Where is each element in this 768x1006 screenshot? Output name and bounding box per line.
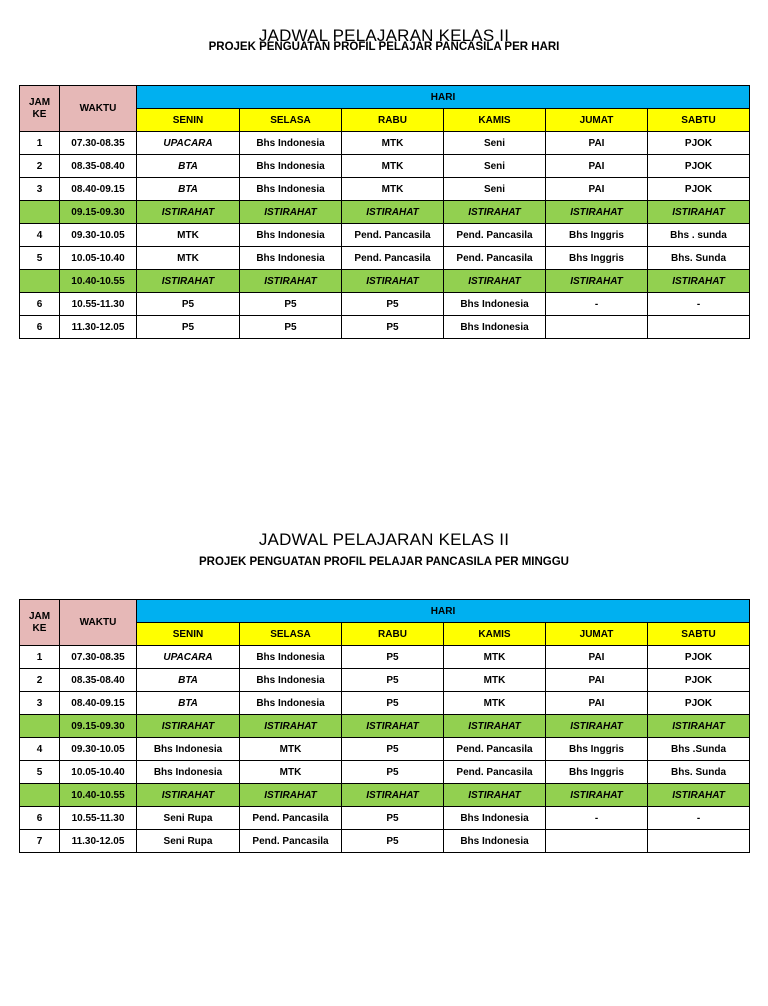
subject-cell: MTK (342, 155, 444, 178)
subject-cell: MTK (240, 761, 342, 784)
day-header-selasa: SELASA (240, 109, 342, 132)
day-header-sabtu: SABTU (648, 623, 750, 646)
jam-ke-header (20, 86, 60, 132)
subject-cell: Bhs Inggris (546, 247, 648, 270)
subject-cell: MTK (342, 178, 444, 201)
waktu-cell: 08.40-09.15 (60, 178, 137, 201)
subject-cell: Bhs Inggris (546, 224, 648, 247)
subject-cell: MTK (137, 247, 240, 270)
jam-cell (20, 270, 60, 293)
subject-cell: PAI (546, 155, 648, 178)
waktu-cell: 09.30-10.05 (60, 224, 137, 247)
subject-cell: ISTIRAHAT (137, 784, 240, 807)
break-row (20, 784, 750, 807)
subject-cell: Pend. Pancasila (342, 224, 444, 247)
subject-cell: PAI (546, 669, 648, 692)
subject-cell: ISTIRAHAT (342, 270, 444, 293)
day-header-kamis: KAMIS (444, 109, 546, 132)
subject-cell: P5 (240, 316, 342, 339)
jam-cell: 6 (20, 807, 60, 830)
subject-cell: MTK (342, 132, 444, 155)
table-row (20, 247, 750, 270)
subject-cell: Bhs Indonesia (444, 807, 546, 830)
subject-cell: ISTIRAHAT (546, 715, 648, 738)
hari-header: HARI (137, 86, 750, 109)
table-row (20, 178, 750, 201)
subject-cell: Bhs. Sunda (648, 761, 750, 784)
waktu-cell: 09.30-10.05 (60, 738, 137, 761)
day-header-selasa: SELASA (240, 623, 342, 646)
jam-cell (20, 715, 60, 738)
jam-ke-label: JAM KE (28, 96, 51, 120)
jam-cell: 1 (20, 132, 60, 155)
page-subtitle: PROJEK PENGUATAN PROFIL PELAJAR PANCASILA PER HARI (208, 41, 560, 53)
subject-cell: MTK (240, 738, 342, 761)
subject-cell: Bhs Indonesia (444, 316, 546, 339)
subject-cell: - (546, 807, 648, 830)
waktu-cell: 08.35-08.40 (60, 155, 137, 178)
jam-cell: 2 (20, 669, 60, 692)
schedule-table (19, 599, 750, 853)
jam-ke-header (20, 600, 60, 646)
subject-cell: Bhs Indonesia (240, 132, 342, 155)
subject-cell: Bhs Indonesia (240, 178, 342, 201)
subject-cell: Seni (444, 132, 546, 155)
table-row (20, 316, 750, 339)
subject-cell: Pend. Pancasila (444, 738, 546, 761)
subject-cell: ISTIRAHAT (342, 784, 444, 807)
subject-cell: PJOK (648, 132, 750, 155)
subject-cell: Bhs Indonesia (240, 692, 342, 715)
day-header-jumat: JUMAT (546, 109, 648, 132)
subject-cell: MTK (137, 224, 240, 247)
waktu-cell: 11.30-12.05 (60, 830, 137, 853)
subject-cell: P5 (342, 293, 444, 316)
waktu-header: WAKTU (60, 600, 137, 646)
hari-header: HARI (137, 600, 750, 623)
subject-cell (546, 316, 648, 339)
subject-cell: ISTIRAHAT (444, 201, 546, 224)
schedule-table (19, 85, 750, 339)
subject-cell: Bhs. Sunda (648, 247, 750, 270)
day-header-rabu: RABU (342, 109, 444, 132)
waktu-cell: 10.55-11.30 (60, 293, 137, 316)
subject-cell: Bhs Inggris (546, 761, 648, 784)
subject-cell: UPACARA (137, 132, 240, 155)
table-row (20, 692, 750, 715)
table-row (20, 224, 750, 247)
subject-cell: ISTIRAHAT (444, 270, 546, 293)
subject-cell: Pend. Pancasila (444, 224, 546, 247)
header-row (20, 600, 750, 623)
jam-cell: 3 (20, 692, 60, 715)
subject-cell: ISTIRAHAT (444, 715, 546, 738)
subject-cell: Bhs Indonesia (444, 830, 546, 853)
waktu-cell: 10.05-10.40 (60, 761, 137, 784)
subject-cell: PJOK (648, 646, 750, 669)
day-header-rabu: RABU (342, 623, 444, 646)
subject-cell: PJOK (648, 692, 750, 715)
table-row (20, 155, 750, 178)
jam-cell (20, 784, 60, 807)
waktu-cell: 10.40-10.55 (60, 784, 137, 807)
subject-cell: Pend. Pancasila (240, 830, 342, 853)
subject-cell: Bhs Indonesia (240, 224, 342, 247)
subject-cell (648, 316, 750, 339)
subject-cell: MTK (444, 692, 546, 715)
subject-cell: - (648, 807, 750, 830)
jam-cell: 1 (20, 646, 60, 669)
subject-cell: P5 (342, 669, 444, 692)
subject-cell: BTA (137, 178, 240, 201)
subject-cell: P5 (342, 738, 444, 761)
subject-cell: PAI (546, 178, 648, 201)
subject-cell: Bhs . sunda (648, 224, 750, 247)
jam-ke-label: JAM KE (28, 610, 51, 634)
jam-cell: 4 (20, 738, 60, 761)
subject-cell (648, 830, 750, 853)
subject-cell: BTA (137, 692, 240, 715)
waktu-cell: 07.30-08.35 (60, 132, 137, 155)
subject-cell: ISTIRAHAT (648, 201, 750, 224)
subject-cell: - (648, 293, 750, 316)
subject-cell: ISTIRAHAT (240, 715, 342, 738)
jam-cell: 3 (20, 178, 60, 201)
subject-cell: BTA (137, 669, 240, 692)
subject-cell: ISTIRAHAT (648, 270, 750, 293)
subject-cell: MTK (444, 669, 546, 692)
jam-cell: 6 (20, 293, 60, 316)
subject-cell: ISTIRAHAT (546, 270, 648, 293)
subject-cell: Seni (444, 178, 546, 201)
subject-cell: ISTIRAHAT (546, 201, 648, 224)
subject-cell: PAI (546, 692, 648, 715)
subject-cell: PJOK (648, 669, 750, 692)
subject-cell: Bhs Indonesia (444, 293, 546, 316)
table-row (20, 646, 750, 669)
waktu-cell: 10.55-11.30 (60, 807, 137, 830)
break-row (20, 270, 750, 293)
subject-cell: Bhs .Sunda (648, 738, 750, 761)
subject-cell (546, 830, 648, 853)
jam-cell: 4 (20, 224, 60, 247)
subject-cell: Bhs Indonesia (137, 738, 240, 761)
subject-cell: - (546, 293, 648, 316)
header-row (20, 86, 750, 109)
subject-cell: Seni (444, 155, 546, 178)
day-header-sabtu: SABTU (648, 109, 750, 132)
subject-cell: PJOK (648, 178, 750, 201)
subject-cell: ISTIRAHAT (342, 201, 444, 224)
waktu-header: WAKTU (60, 86, 137, 132)
jam-cell (20, 201, 60, 224)
subject-cell: PAI (546, 132, 648, 155)
break-row (20, 715, 750, 738)
subject-cell: P5 (240, 293, 342, 316)
subject-cell: ISTIRAHAT (648, 715, 750, 738)
subject-cell: P5 (342, 761, 444, 784)
page-title: JADWAL PELAJARAN KELAS II (258, 26, 510, 45)
waktu-cell: 11.30-12.05 (60, 316, 137, 339)
subject-cell: ISTIRAHAT (137, 270, 240, 293)
table-row (20, 669, 750, 692)
subject-cell: Bhs Indonesia (137, 761, 240, 784)
subject-cell: ISTIRAHAT (240, 784, 342, 807)
subject-cell: Pend. Pancasila (444, 247, 546, 270)
subject-cell: Bhs Inggris (546, 738, 648, 761)
jam-cell: 2 (20, 155, 60, 178)
subject-cell: P5 (342, 807, 444, 830)
jam-cell: 5 (20, 761, 60, 784)
break-row (20, 201, 750, 224)
subject-cell: PAI (546, 646, 648, 669)
subject-cell: Seni Rupa (137, 807, 240, 830)
subject-cell: Pend. Pancasila (342, 247, 444, 270)
waktu-cell: 08.40-09.15 (60, 692, 137, 715)
table-row (20, 293, 750, 316)
waktu-cell: 10.40-10.55 (60, 270, 137, 293)
subject-cell: P5 (342, 692, 444, 715)
table-row (20, 132, 750, 155)
table-row (20, 738, 750, 761)
subject-cell: P5 (342, 646, 444, 669)
table-row (20, 761, 750, 784)
subject-cell: ISTIRAHAT (240, 270, 342, 293)
waktu-cell: 08.35-08.40 (60, 669, 137, 692)
subject-cell: UPACARA (137, 646, 240, 669)
subject-cell: Bhs Indonesia (240, 155, 342, 178)
page-subtitle: PROJEK PENGUATAN PROFIL PELAJAR PANCASILA PER MINGGU (199, 556, 569, 568)
subject-cell: Pend. Pancasila (444, 761, 546, 784)
waktu-cell: 09.15-09.30 (60, 715, 137, 738)
day-header-jumat: JUMAT (546, 623, 648, 646)
subject-cell: Bhs Indonesia (240, 646, 342, 669)
jam-cell: 7 (20, 830, 60, 853)
subject-cell: Bhs Indonesia (240, 669, 342, 692)
jam-cell: 5 (20, 247, 60, 270)
subject-cell: BTA (137, 155, 240, 178)
table-row (20, 830, 750, 853)
subject-cell: P5 (137, 316, 240, 339)
jam-cell: 6 (20, 316, 60, 339)
subject-cell: Seni Rupa (137, 830, 240, 853)
subject-cell: PJOK (648, 155, 750, 178)
waktu-cell: 09.15-09.30 (60, 201, 137, 224)
subject-cell: ISTIRAHAT (546, 784, 648, 807)
subject-cell: P5 (137, 293, 240, 316)
waktu-cell: 07.30-08.35 (60, 646, 137, 669)
table-row (20, 807, 750, 830)
subject-cell: Pend. Pancasila (240, 807, 342, 830)
subject-cell: P5 (342, 830, 444, 853)
subject-cell: MTK (444, 646, 546, 669)
subject-cell: ISTIRAHAT (648, 784, 750, 807)
waktu-cell: 10.05-10.40 (60, 247, 137, 270)
subject-cell: ISTIRAHAT (240, 201, 342, 224)
subject-cell: ISTIRAHAT (444, 784, 546, 807)
day-header-kamis: KAMIS (444, 623, 546, 646)
page-title: JADWAL PELAJARAN KELAS II (258, 530, 510, 549)
day-header-senin: SENIN (137, 623, 240, 646)
subject-cell: P5 (342, 316, 444, 339)
subject-cell: ISTIRAHAT (137, 715, 240, 738)
day-header-senin: SENIN (137, 109, 240, 132)
subject-cell: ISTIRAHAT (137, 201, 240, 224)
subject-cell: Bhs Indonesia (240, 247, 342, 270)
subject-cell: ISTIRAHAT (342, 715, 444, 738)
